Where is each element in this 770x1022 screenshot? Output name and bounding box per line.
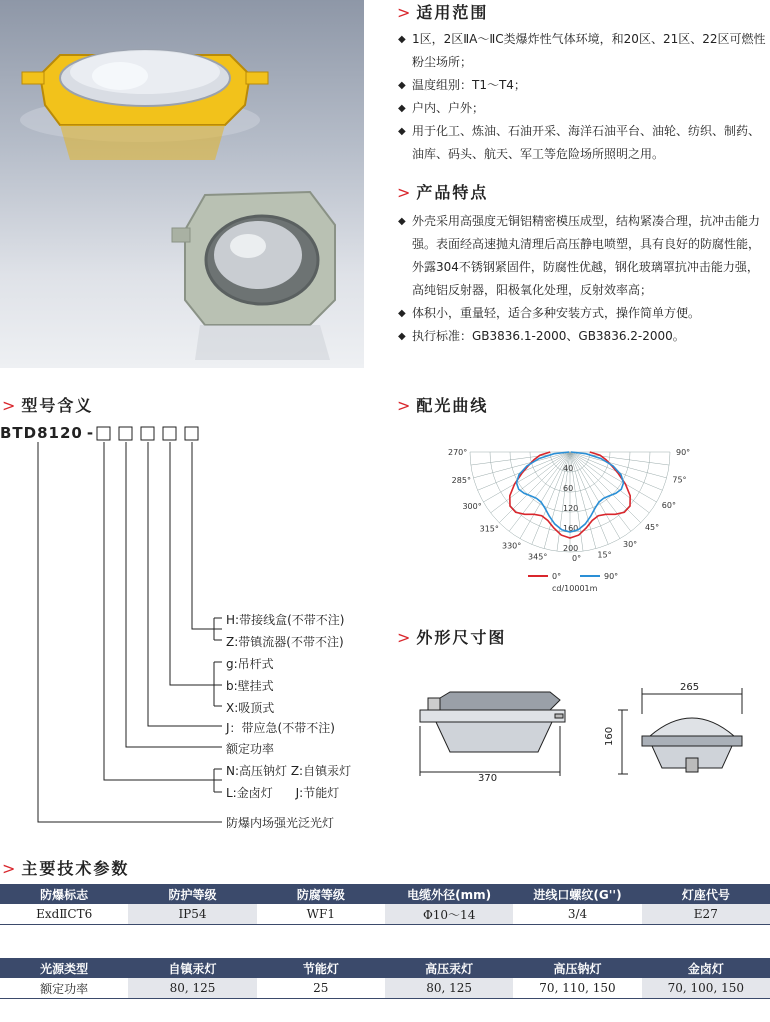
model-label: 额定功率 (226, 742, 275, 756)
table-header: 节能灯 (257, 958, 385, 978)
model-label: Z:带镇流器(不带不注) (226, 635, 344, 649)
list-item: ◆ 用于化工、炼油、石油开采、海洋石油平台、油轮、纺织、制药、油库、码头、航天、军工等危险场所照明之用。 (398, 120, 770, 166)
model-label: X:吸顶式 (226, 701, 275, 715)
table-header-row (0, 884, 770, 904)
angle-label: 315° (479, 524, 499, 534)
list-item: ◆ 体积小，重量轻，适合多种安装方式，操作简单方便。 (398, 302, 770, 325)
table-cell: ExdⅡCT6 (0, 904, 128, 925)
table-cell: E27 (642, 904, 770, 925)
table-header: 金卤灯 (642, 958, 770, 978)
radial-label: 60 (563, 484, 574, 493)
angle-label: 30° (623, 539, 638, 549)
arrow-icon: > (2, 396, 18, 415)
angle-label: 90° (676, 448, 691, 457)
arrow-icon: > (397, 396, 413, 415)
model-label: H:带接线盒(不带不注) (226, 613, 345, 627)
unit-label: cd/10001m (552, 584, 598, 593)
legend-label: 90° (604, 572, 619, 581)
section-title-scope: > 适用范围 (397, 3, 489, 22)
features-list (398, 210, 770, 348)
table-cell: 额定功率 (0, 978, 128, 999)
table-cell: 80, 125 (385, 978, 513, 999)
list-item: ◆ 1区，2区ⅡA～ⅡC类爆炸性气体环境，和20区、21区、22区可燃性粉尘场所； (398, 28, 770, 74)
arrow-icon: > (2, 859, 18, 878)
radial-label: 160 (563, 524, 579, 533)
table-header-row (0, 958, 770, 978)
section-title-light-curve: > 配光曲线 (397, 396, 489, 415)
table-header: 高压钠灯 (513, 958, 641, 978)
spec-table-2 (0, 958, 770, 999)
section-title-dimensions: > 外形尺寸图 (397, 628, 507, 647)
table-cell: IP54 (128, 904, 256, 925)
table-header: 防爆标志 (0, 884, 128, 904)
table-header: 光源类型 (0, 958, 128, 978)
table-cell: 80, 125 (128, 978, 256, 999)
radial-label: 120 (563, 504, 579, 513)
section-title-specs: > 主要技术参数 (2, 859, 130, 878)
model-label: b:壁挂式 (226, 679, 274, 693)
angle-label: 330° (502, 541, 522, 551)
table-header: 进线口螺纹(G'') (513, 884, 641, 904)
angle-label: 45° (644, 522, 660, 532)
yellow-lamp-image (20, 50, 268, 160)
model-label: J：带应急(不带不注) (226, 721, 335, 735)
angle-label: 300° (462, 502, 482, 511)
angle-label: 60° (661, 501, 676, 510)
table-header: 防腐等级 (257, 884, 385, 904)
radial-label: 200 (563, 544, 579, 553)
table-header: 电缆外径(mm) (385, 884, 513, 904)
radial-label: 40 (563, 464, 574, 473)
grey-lamp-image (172, 192, 335, 360)
polar-spoke (499, 452, 570, 523)
table-header: 防护等级 (128, 884, 256, 904)
list-item: ◆ 执行标准：GB3836.1-2000、GB3836.2-2000。 (398, 325, 770, 348)
table-cell: 25 (257, 978, 385, 999)
section-title-model: > 型号含义 (2, 396, 94, 415)
dim-width-side: 370 (478, 773, 498, 784)
table-cell: 70, 110, 150 (513, 978, 641, 999)
polar-light-chart (440, 440, 700, 600)
arrow-icon: > (397, 183, 413, 202)
polar-spoke (570, 452, 596, 549)
front-view (618, 688, 742, 774)
angle-label: 270° (448, 448, 468, 457)
list-item: ◆ 温度组别：T1～T4； (398, 74, 770, 97)
list-item: ◆ 外壳采用高强度无铜铝精密模压成型，结构紧凑合理，抗冲击能力强。表面经高速抛丸清理后高压静电喷塑，具有良好的防腐性能，外露304不锈钢紧固件，防腐性优越，钢化玻璃罩抗冲击能力强，高纯铝反射器，阳极氧化处理，反射效率高； (398, 210, 770, 302)
angle-label: 0° (572, 554, 582, 563)
dim-height-front: 160 (604, 726, 615, 746)
table-cell: 3/4 (513, 904, 641, 925)
table-header: 自镇汞灯 (128, 958, 256, 978)
arrow-icon: > (397, 3, 413, 22)
model-label: L:金卤灯 J:节能灯 (226, 786, 340, 800)
arrow-icon: > (397, 628, 413, 647)
model-code: BTD8120 - (0, 424, 95, 442)
angle-label: 345° (528, 552, 548, 562)
section-title-features: > 产品特点 (397, 183, 489, 202)
angle-label: 75° (672, 475, 687, 485)
model-label: N:高压钠灯 Z:自镇汞灯 (226, 764, 352, 778)
legend-label: 0° (552, 572, 562, 581)
angle-label: 15° (597, 550, 612, 560)
model-label: 防爆内场强光泛光灯 (226, 816, 335, 830)
table-cell: Φ10～14 (385, 904, 513, 925)
table-cell: WF1 (257, 904, 385, 925)
scope-list (398, 28, 770, 166)
table-cell: 70, 100, 150 (642, 978, 770, 999)
angle-label: 285° (451, 475, 471, 485)
table-row (0, 904, 770, 925)
model-label: g:吊杆式 (226, 657, 274, 671)
table-header: 高压汞灯 (385, 958, 513, 978)
list-item: ◆ 户内、户外； (398, 97, 770, 120)
dimension-drawing (410, 680, 770, 790)
polar-spoke (570, 452, 641, 523)
dim-width-front: 265 (680, 682, 700, 693)
table-row (0, 978, 770, 999)
side-view (420, 692, 565, 776)
table-header: 灯座代号 (642, 884, 770, 904)
spec-table-1 (0, 884, 770, 925)
product-photo (0, 0, 364, 368)
